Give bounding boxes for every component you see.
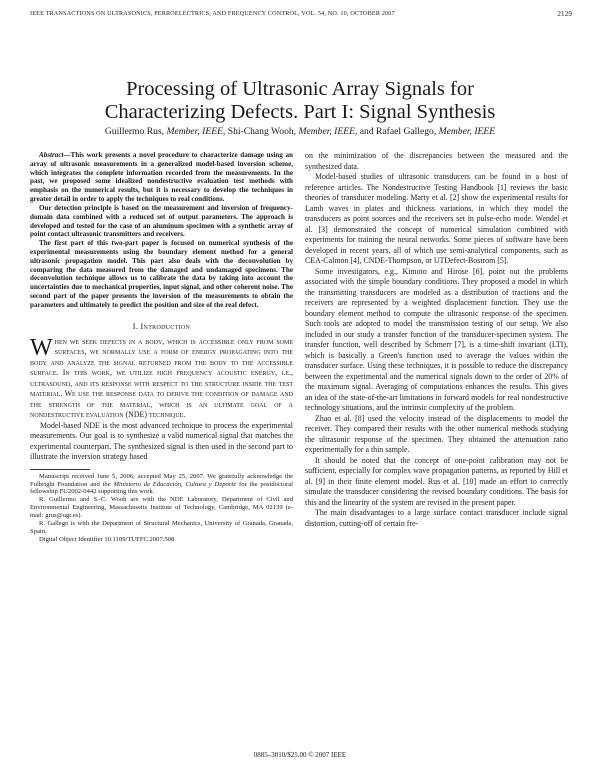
abstract-label: Abstract: [39, 151, 64, 159]
title-line-2: Characterizing Defects. Part I: Signal Synthesis: [104, 101, 496, 123]
author-list: [20, 126, 580, 137]
footnote-doi: Digital Object Identifier 10.1109/TUFFC.2007.508: [39, 535, 175, 543]
footnote-ministry-name: Ministerio de Educación, Cultura y Deporte: [113, 480, 237, 488]
footnote-manuscript-text-a: Manuscript received June 5, 2006; accepted May 25, 2007. We gratefully acknowledge the Fulbright Foundation and the: [30, 472, 293, 488]
body-paragraph-calibration: It should be noted that the concept of one-point calibration may not be sufficient, especially for complex wave propagation patterns, as reported by Hill et al. [9] in their finite element model. Rus et al. [10] made an effort to correctly simulate the transducer considering the revised boundary conditions. The basis for this and the linearity of the system are revised in the present paper.: [305, 455, 568, 507]
abstract-text-1: This work presents a novel procedure to characterize damage using an array of ultrasonic measurements in a generalized model-based inversion scheme, which integrates the complete information recorded from the measurements. In the past, we proposed some idealized nondestructive evaluation test methods with emphasis on the numerical results, but it is necessary to develop the techniques in greater detail in order to apply the techniques to real conditions.: [30, 151, 293, 204]
body-paragraph-transducer-models: Model-based studies of ultrasonic transducers can be found in a host of reference articles. The Nondestructive Testing Handbook [1] reviews the basic theories of transducer modeling. Marty et al. [2] show the experimental results for Lamb waves in plates and thickness variations, in which they model the transducers as point sources and the receivers set in pulse-echo mode. Wendel et al. [3] demonstrated the concept of numerical simulation combined with experiments for training the neural networks. Some pieces of software have been developed in recent years, all of which use semi-analytical components, such as CEA-Calmon [4], CNDE-Thompson, or UTDefect-Bostrom [5].: [305, 172, 568, 265]
intro-paragraph-1: [30, 334, 293, 421]
intro-text-1: hen we seek defects in a body, which is accessible only from some surfaces, we normally use a form of energy propagating into the body and analyze the signal returned from the body to the accessible surface. In this work, we utilize high frequency acoustic energy, i.e., ultrasound, and its response with respect to the structure inside the test material. We use the response data to derive the condition of damage and the strength of the material, which is an ultimate goal of a nondestructive evaluation (NDE) technique.: [30, 336, 293, 420]
body-paragraph-disadvantages: The main disadvantages to a large surface contact transducer include signal distortion, cutting-off of certain fre-: [305, 508, 568, 528]
intro-paragraph-2: Model-based NDE is the most advanced technique to process the experimental measurements. Our goal is to synthesize a valid numerical signal that matches the experimental counterpart. The synthesized signal is then used in the second part to illustrate the inversion strategy based: [30, 420, 293, 462]
title-line-1: Processing of Ultrasonic Array Signals for: [126, 78, 474, 100]
right-column: [305, 151, 568, 529]
copyright-line: 0885–3010/$25.00 © 2007 IEEE: [253, 751, 347, 759]
abstract-paragraph-2: Our detection principle is based on the measurement and inversion of frequency-domain data combined with a reduced set of output parameters. The approach is developed and tested for the case of an aluminum specimen with a synthetic array of point contact ultrasonic transmitters and receivers.: [30, 203, 293, 239]
body-paragraph-continued: on the minimization of the discrepancies between the measured and the synthesized data.: [305, 151, 568, 171]
body-paragraph-zhao: Zhao et al. [8] used the velocity instead of the displacements to model the receiver. They compared their results with the other numerical methods studying the ultrasonic response of the specimen. They obtained the attenuation ratio experimentally for a thin sample.: [305, 413, 568, 454]
body-paragraph-kimoto-hirose: Some investigators, e.g., Kimoto and Hirose [6], point out the problems associated with the simple boundary conditions. They proposed a model in which the transmitting transducers are modeled as a distribution of tractions and the receivers are represented by a weighted displacement function. They use the boundary element method to compute the ultrasonic response of the specimen. Such tools are adopted to model the transmission testing of our setup. We also included in our study a transfer function of the transducer-specimen system. The transfer function, well described by Schmerr [7], is a time-shift invariant (LTI), which is basically a Green's function used to average the values within the transducer surface. Using these techniques, it is possible to reduce the discrepancy between the experimental and the numerical signals down to the order of 20% of the maximum signal. Averaging of computations enhances the results. This gives an idea of the state-of-the-art limitations in forward models for real nondestructive technology situations, and the intrinsic complexity of the problem.: [305, 266, 568, 412]
drop-cap-letter: W: [30, 334, 53, 361]
author-3-name: and Rafael Gallego,: [359, 126, 437, 137]
journal-running-title: IEEE TRANSACTIONS ON ULTRASONICS, FERROELECTRICS, AND FREQUENCY CONTROL, VOL. 54, NO. 10, OCTOBER 2007: [30, 10, 395, 17]
author-2-name: Shi-Chang Wooh,: [227, 126, 297, 137]
section-heading-introduction: [30, 319, 293, 334]
page-number: 2129: [557, 10, 572, 18]
author-2-role: Member, IEEE,: [298, 126, 358, 137]
footnote-manuscript-text-b: for the postdoctoral fellowship FU2002-0442 supporting this work.: [30, 480, 293, 496]
author-3-role: Member, IEEE: [438, 126, 496, 137]
abstract-paragraph-1: [30, 151, 293, 204]
footnote-affiliation-1: R. Guillermo and S.-C. Wooh are with the NDE Laboratory, Department of Civil and Environmental Engineering, Massachusetts Institute of Technology, Cambridge, MA 02139 (e-mail: grus@ugr.es).: [30, 496, 293, 520]
footnote-manuscript: [30, 473, 293, 497]
author-1-role: Member, IEEE,: [166, 126, 226, 137]
footnote-divider: [30, 469, 90, 470]
paper-title: [20, 78, 580, 124]
running-head: [30, 10, 572, 20]
section-title: Introduction: [140, 321, 191, 331]
left-column: [30, 151, 293, 544]
author-1-name: Guillermo Rus,: [104, 126, 165, 137]
footnotes: [30, 473, 293, 544]
footnote-affiliation-2: R. Gallego is with the Department of Structural Mechanics, University of Granada, Granada, Spain.: [30, 520, 293, 535]
section-number: I.: [132, 321, 139, 331]
abstract-paragraph-3: The first part of this two-part paper is focused on numerical synthesis of the experimental measurements using the boundary element method for a general ultrasonic propagation model. This part also deals with the deconvolution by comparing the data measured from the damaged and undamaged specimens. The deconvolution technique allows us to calibrate the data by taking into account the uncertainties due to mechanical properties, input signal, and other coherent noise. The second part of the paper presents the inversion of the measurements to obtain the parameters and ultimately to predict the position and size of the real defect.: [30, 239, 293, 309]
abstract-dash: —: [63, 151, 71, 159]
